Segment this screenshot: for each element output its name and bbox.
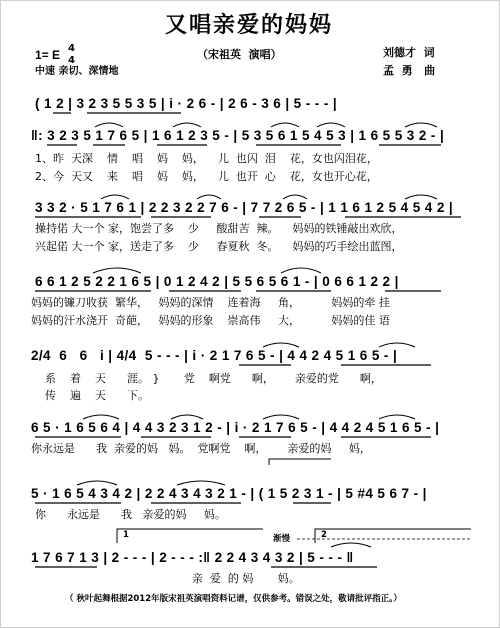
lyric-line: 1、昨 天深 情 唱 妈 妈， 儿 也闪 泪 花，女也闪泪花，	[35, 152, 378, 165]
volta-two-label: 2	[321, 530, 327, 540]
notation-line: 6 6 1 2 5 2 2 1 6 5 | 0 1 2 4 2 | 5 5 6 5 6 1 - | 0 6 6 1 2 2 |	[35, 274, 399, 289]
lyric-line: 操持偌 大一个 家，饱尝了多 少 酸甜苦 辣。 妈妈的铁锤敲出欢欣，	[35, 222, 403, 235]
lyric-line: 你 永远是 我 亲爱的妈 妈。	[35, 508, 226, 521]
lyric-line: 传 遍 天 下。	[45, 389, 149, 402]
lyricist-credit: 刘德才 词	[383, 46, 435, 59]
singer-credit: （宋祖英 演唱）	[197, 48, 282, 61]
slur-arcs	[77, 123, 437, 547]
composer-credit: 孟 勇 曲	[383, 64, 436, 77]
ritard-marking: 渐慢	[273, 534, 291, 544]
lyric-line: 你永远是 我 亲爱的妈 妈。 党啊党 啊， 亲爱的妈 妈，	[31, 442, 371, 455]
notation-line: 6 5 · 1 6 5 6 4 | 4 4 3 2 3 1 2 - | i · 2 1 7 6 5 - | 4 4 2 4 5 1 6 5 - |	[31, 420, 440, 435]
volta-brackets	[117, 459, 471, 543]
volta-one-label: 1	[123, 530, 129, 540]
lyric-line: 系 着 天 涯。 } 党 啊党 啊， 亲爱的党 啊，	[45, 372, 382, 385]
lyric-line: 亲 爱 的 妈 妈。	[31, 572, 300, 585]
song-title: 又唱亲爱的妈妈	[165, 13, 334, 38]
notation-line: ‖: 3 2 3 5 1 7 6 5 | 1 6 1 2 3 5 - | 5 3 5 6 1 5 4 5 3 | 1 6 5 5 3 2 - |	[31, 128, 445, 143]
notation-line: 2/4 6 6 i | 4/4 5 - - - | i · 2 1 7 6 5 - | 4 4 2 4 5 1 6 5 - |	[31, 348, 398, 363]
lyric-line: 妈妈的汗水浇开 奇葩， 妈妈的形象 崇高伟 大， 妈妈的佳 语	[31, 314, 390, 327]
time-signature-top: 4	[68, 43, 75, 54]
notation-markings	[1, 1, 500, 629]
lyric-line: 2、今 天又 来 唱 妈 妈， 儿 也开 心 花，女也开心花，	[35, 170, 378, 183]
tempo-marking: 中速 亲切、深情地	[35, 66, 119, 77]
lyric-line: 兴起偌 大一个 家，送走了多 少 春夏秋 冬。 妈妈的巧手绘出蓝图，	[35, 240, 403, 253]
notation-line: 1 7 6 7 1 3 | 2 - - - | 2 - - - :‖ 2 2 4 3 4 3 2 | 5 - - - ‖	[31, 550, 354, 565]
key-signature: 1= E	[35, 48, 61, 62]
lyric-line: 妈妈的镰刀收获 繁华， 妈妈的深情 连着海 角， 妈妈的牵 挂	[31, 296, 390, 309]
notation-line: ( 1 2 | 3 2 3 5 5 3 5 | i · 2 6 - | 2 6 - 3 6 | 5 - - - |	[35, 96, 338, 111]
notation-line: 3 3 2 · 5 1 7 6 1 | 2 2 3 2 2 7 6 - | 7 7 2 6 5 - | 1 1 6 1 2 5 4 5 4 2 |	[35, 200, 454, 215]
beam-lines	[35, 113, 461, 567]
time-signature-bottom: 4	[68, 55, 75, 66]
notation-line: 5 · 1 6 5 4 3 4 2 | 2 2 4 3 4 3 2 1 - | ( 1 5 2 3 1 - | 5 #4 5 6 7 - |	[31, 486, 427, 501]
footer-note: （ 秋叶起舞根据2012年版宋祖英演唱资料记谱，仅供参考。错误之处，敬请批评指正。）	[65, 594, 402, 604]
